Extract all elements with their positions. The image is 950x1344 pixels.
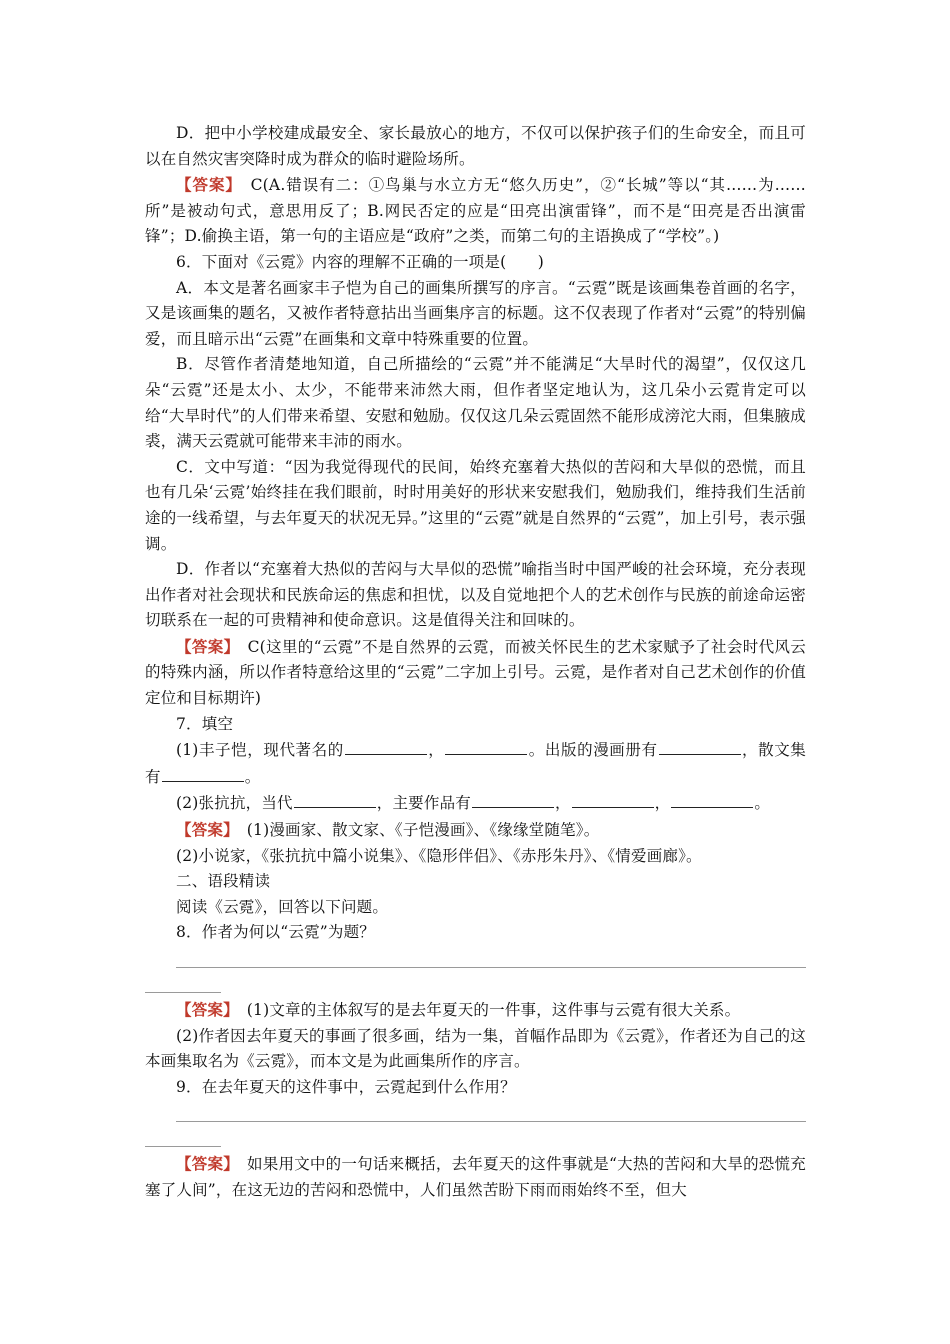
- fill-blank[interactable]: [659, 737, 741, 755]
- answer-tag: 【答案】: [176, 820, 232, 840]
- fill-blank[interactable]: [572, 790, 654, 808]
- q7-answer-2: (2)小说家，《张抗抗中篇小说集》、《隐形伴侣》、《赤彤朱丹》、《情爱画廊》。: [176, 846, 702, 865]
- q6-option-a: A．本文是著名画家丰子恺为自己的画集所撰写的序言。“云霓”既是该画集卷首画的名字，又是该画集的题名，又被作者特意拈出当画集序言的标题。这不仅表现了作者对“云霓”的特别偏爱，而且暗示出“云霓”在画集和文章中特殊重要的位置。: [145, 278, 806, 348]
- fill-blank[interactable]: [345, 737, 427, 755]
- q9-answer: 【答案】 如果用文中的一句话来概括，去年夏天的这件事就是“大热的苦闷和大旱的恐慌充塞了人间”，在这无边的苦闷和恐慌中，人们虽然苦盼下雨而雨始终不至，但大: [145, 1154, 806, 1199]
- q8-stem: 8．作者为何以“云霓”为题？: [176, 923, 376, 942]
- q5-option-d: D．把中小学校建成最安全、家长最放心的地方，不仅可以保护孩子们的生命安全，而且可以在自然灾害突降时成为群众的临时避险场所。: [145, 124, 806, 168]
- q6-option-b: B．尽管作者清楚地知道，自己所描绘的“云霓”并不能满足“大旱时代的渴望”，仅仅这几朵“云霓”还是太小、太少，不能带来沛然大雨，但作者坚定地认为，这几朵小云霓肯定可以给“大旱时代”的人们带来希望、安慰和勉励。仅仅这几朵云霓固然不能形成滂沱大雨，但集腋成裘，满天云霓就可能带来丰沛的雨水。: [145, 355, 806, 451]
- answer-line: [145, 1146, 221, 1147]
- answer-tag: 【答案】: [176, 1000, 232, 1019]
- answer-line: [176, 967, 806, 968]
- q6-answer-text: C(这里的“云霓”不是自然界的云霓，而被关怀民生的艺术家赋予了社会时代风云的特殊内涵，所以作者特意给这里的“云霓”二字加上引号。云霓，是作者对自己艺术创作的价值定位和目标期许): [145, 637, 806, 708]
- q8-answer-lines[interactable]: [145, 946, 806, 997]
- section-heading: 二、语段精读: [176, 872, 271, 891]
- answer-line: [176, 1121, 806, 1122]
- q8-answer-1: 【答案】 (1)文章的主体叙写的是去年夏天的一件事，这件事与云霓有很大关系。: [176, 1000, 741, 1019]
- fill-blank[interactable]: [294, 790, 376, 808]
- answer-tag: 【答案】: [176, 1154, 232, 1174]
- answer-tag: 【答案】: [176, 175, 235, 195]
- fill-blank[interactable]: [445, 737, 527, 755]
- q7-item-2: (2)张抗抗，当代 ，主要作品有 ， ， 。: [145, 790, 806, 817]
- fill-blank[interactable]: [671, 790, 753, 808]
- q6-option-d: D．作者以“充塞着大热似的苦闷与大旱似的恐慌”喻指当时中国严峻的社会环境，充分表现出作者对社会现状和民族命运的焦虑和担忧，以及自觉地把个人的艺术创作与民族的前途命运密切联系在一起的可贵精神和使命意识。这是值得关注和回味的。: [145, 560, 806, 630]
- q9-stem: 9．在去年夏天的这件事中，云霓起到什么作用？: [176, 1077, 516, 1096]
- q7-stem: 7．填空: [176, 714, 234, 733]
- q7-answer-1: 【答案】 (1)漫画家、散文家、《子恺漫画》、《缘缘堂随笔》。: [176, 820, 600, 840]
- q6-stem: 6．下面对《云霓》内容的理解不正确的一项是( ): [176, 252, 544, 271]
- answer-line: [145, 992, 221, 993]
- answer-tag: 【答案】: [176, 636, 232, 656]
- q6-option-c: C．文中写道：“因为我觉得现代的民间，始终充塞着大热似的苦闷和大旱似的恐慌，而且也有几朵‘云霓’始终挂在我们眼前，时时用美好的形状来安慰我们，勉励我们，维持我们生活前途的一线希望，与去年夏天的状况无异。”这里的“云霓”就是自然界的“云霓”，加上引号，表示强调。: [145, 457, 806, 553]
- q8-answer-2: (2)作者因去年夏天的事画了很多画，结为一集，首幅作品即为《云霓》，作者还为自己的这本画集取名为《云霓》，而本文是为此画集所作的序言。: [145, 1026, 806, 1071]
- q6-answer: [145, 634, 806, 712]
- fill-blank[interactable]: [162, 764, 244, 782]
- q7-item-1: (1)丰子恺，现代著名的 ， 。出版的漫画册有 ，散文集有 。: [145, 737, 806, 790]
- q5-answer-text: C(A.错误有二：①鸟巢与水立方无“悠久历史”，②“长城”等以“其……为……所”是被动句式，意思用反了；B.网民否定的应是“田亮出演雷锋”，而不是“田亮是否出演雷锋”；D.偷换主语，第一句的主语应是“政府”之类，而第二句的主语换成了“学校”。): [145, 176, 807, 246]
- fill-blank[interactable]: [472, 790, 554, 808]
- section-intro: 阅读《云霓》，回答以下问题。: [176, 897, 389, 916]
- q5-answer: [145, 172, 806, 250]
- q9-answer-lines[interactable]: [145, 1100, 806, 1151]
